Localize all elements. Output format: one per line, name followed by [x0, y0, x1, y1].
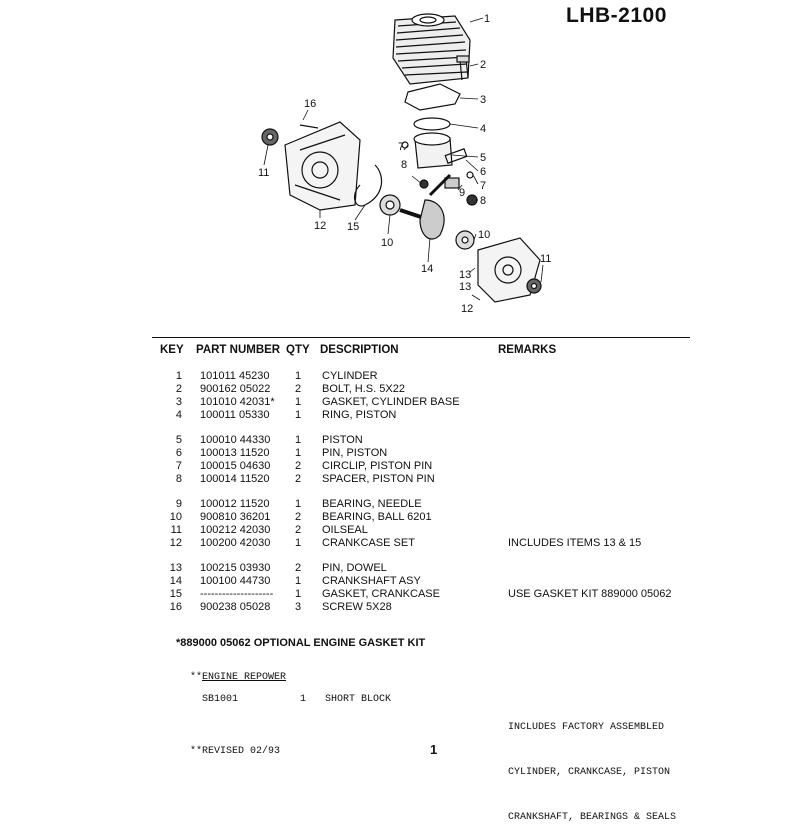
table-row	[0, 537, 800, 550]
callout-14: 14	[421, 263, 434, 275]
row-key: 4	[175, 409, 182, 421]
oilseal-left-drawing	[262, 129, 278, 145]
table-row	[0, 370, 800, 383]
row-description: PISTON	[322, 434, 363, 446]
row-description: CRANKCASE SET	[322, 537, 415, 549]
row-description: BEARING, BALL 6201	[322, 511, 432, 523]
table-row	[0, 562, 800, 575]
table-row	[0, 396, 800, 409]
row-part-number: 100212 42030	[200, 524, 271, 536]
row-qty: 1	[294, 588, 302, 600]
row-qty: 1	[294, 575, 302, 587]
row-key: 1	[175, 370, 182, 382]
table-row	[0, 575, 800, 588]
header-remarks: REMARKS	[498, 344, 557, 356]
row-part-number: 100012 11520	[200, 498, 270, 510]
header-part-number: PART NUMBER	[196, 344, 281, 356]
model-number: LHB-2100	[566, 4, 667, 27]
row-description: OILSEAL	[322, 524, 368, 536]
table-row	[0, 447, 800, 460]
row-qty: 1	[294, 447, 302, 459]
row-description: CYLINDER	[322, 370, 378, 382]
row-remarks: USE GASKET KIT 889000 05062	[508, 588, 672, 600]
row-part-number: 900810 36201	[200, 511, 271, 523]
table-row	[0, 434, 800, 447]
row-part-number: --------------------	[200, 588, 274, 600]
row-qty: 1	[294, 396, 302, 408]
repower-remarks	[508, 690, 676, 840]
table-row	[0, 601, 800, 614]
row-description: SCREW 5X28	[322, 601, 392, 613]
callout-3: 3	[480, 94, 487, 106]
row-key: 15	[169, 588, 182, 600]
repower-part-number: SB1001	[202, 694, 239, 705]
callout-10: 10	[381, 237, 394, 249]
piston-ring-drawing	[414, 118, 450, 130]
row-key: 7	[175, 460, 182, 472]
callout-4: 4	[480, 123, 487, 135]
row-description: BOLT, H.S. 5X22	[322, 383, 405, 395]
revision-note: **REVISED 02/93	[190, 746, 281, 757]
cylinder-drawing	[393, 14, 470, 84]
row-key: 14	[169, 575, 182, 587]
row-qty: 1	[294, 370, 302, 382]
repower-remarks-line: CRANKSHAFT, BEARINGS & SEALS	[508, 812, 677, 823]
table-row	[0, 511, 800, 524]
screw-drawing	[300, 125, 318, 128]
repower-description: SHORT BLOCK	[325, 694, 392, 705]
row-part-number: 100010 44330	[200, 434, 271, 446]
callout-10b: 10	[478, 229, 491, 241]
callout-7b: 7	[480, 180, 487, 192]
callout-8: 8	[401, 159, 408, 171]
row-part-number: 100015 04630	[200, 460, 271, 472]
row-key: 10	[169, 511, 182, 523]
table-row	[0, 588, 800, 601]
callout-5: 5	[480, 152, 487, 164]
row-part-number: 100200 42030	[200, 537, 271, 549]
table-row	[0, 383, 800, 396]
crankcase-left-drawing	[285, 122, 360, 210]
callout-16: 16	[304, 98, 317, 110]
table-row	[0, 498, 800, 511]
row-description: GASKET, CRANKCASE	[322, 588, 440, 600]
row-qty: 2	[294, 562, 302, 574]
row-description: BEARING, NEEDLE	[322, 498, 422, 510]
row-part-number: 100100 44730	[200, 575, 271, 587]
row-qty: 2	[294, 460, 302, 472]
bearing-left-drawing	[380, 195, 400, 215]
row-description: GASKET, CYLINDER BASE	[322, 396, 460, 408]
row-description: PIN, DOWEL	[322, 562, 387, 574]
row-description: CIRCLIP, PISTON PIN	[322, 460, 433, 472]
row-key: 11	[170, 524, 182, 536]
row-part-number: 100014 11520	[200, 473, 270, 485]
row-key: 13	[169, 562, 182, 574]
repower-qty: 1	[300, 694, 307, 705]
crankcase-gasket-drawing	[355, 165, 382, 206]
callout-8b: 8	[480, 195, 487, 207]
row-part-number: 100013 11520	[200, 447, 270, 459]
callout-13b: 13	[459, 281, 472, 293]
piston-drawing	[414, 133, 452, 168]
row-part-number: 100215 03930	[200, 562, 271, 574]
row-qty: 2	[294, 511, 302, 523]
row-qty: 2	[294, 383, 302, 395]
row-key: 8	[175, 473, 182, 485]
repower-remarks-line: CYLINDER, CRANKCASE, PISTON	[508, 767, 671, 778]
cylinder-base-gasket-drawing	[405, 84, 460, 110]
row-key: 2	[175, 383, 182, 395]
table-top-rule	[152, 337, 690, 338]
callout-2: 2	[480, 59, 487, 71]
row-part-number: 900238 05028	[200, 601, 271, 613]
row-key: 12	[169, 537, 182, 549]
header-qty: QTY	[286, 344, 310, 356]
row-key: 9	[175, 498, 182, 510]
row-qty: 1	[294, 434, 302, 446]
table-row	[0, 460, 800, 473]
callout-12b: 12	[461, 303, 474, 315]
callout-11b: 11	[540, 253, 552, 265]
callout-15: 15	[347, 221, 360, 233]
callout-13: 13	[459, 269, 472, 281]
exploded-parts-diagram	[240, 0, 580, 330]
gasket-kit-footnote: *889000 05062 OPTIONAL ENGINE GASKET KIT	[176, 637, 426, 649]
row-part-number: 100011 05330	[200, 409, 270, 421]
row-key: 16	[169, 601, 182, 613]
oilseal-right-drawing	[527, 279, 541, 293]
table-row	[0, 473, 800, 486]
callout-6: 6	[480, 166, 487, 178]
row-qty: 1	[294, 409, 302, 421]
row-description: SPACER, PISTON PIN	[322, 473, 435, 485]
table-row	[0, 409, 800, 422]
callout-7: 7	[398, 141, 405, 153]
callout-9: 9	[459, 187, 466, 199]
row-key: 3	[175, 396, 182, 408]
row-description: RING, PISTON	[322, 409, 397, 421]
row-part-number: 900162 05022	[200, 383, 271, 395]
row-key: 6	[175, 447, 182, 459]
repower-remarks-line: INCLUDES FACTORY ASSEMBLED	[508, 722, 665, 733]
header-key: KEY	[160, 344, 184, 356]
row-qty: 1	[294, 498, 302, 510]
page-number: 1	[430, 742, 438, 757]
row-description: CRANKSHAFT ASY	[322, 575, 421, 587]
row-description: PIN, PISTON	[322, 447, 388, 459]
row-key: 5	[175, 434, 182, 446]
row-qty: 1	[294, 537, 302, 549]
header-description: DESCRIPTION	[320, 344, 399, 356]
row-qty: 3	[294, 601, 302, 613]
repower-heading: ENGINE REPOWER	[202, 672, 287, 683]
repower-prefix: **	[190, 672, 203, 683]
table-row	[0, 524, 800, 537]
bearing-right-drawing	[456, 231, 474, 249]
row-qty: 2	[294, 524, 302, 536]
row-qty: 2	[294, 473, 302, 485]
callout-12: 12	[314, 220, 327, 232]
callout-1: 1	[484, 13, 491, 25]
row-part-number: 101010 42031*	[200, 396, 275, 408]
engine-repower-title	[190, 672, 286, 683]
callout-11: 11	[258, 167, 270, 179]
row-remarks: INCLUDES ITEMS 13 & 15	[508, 537, 642, 549]
row-part-number: 101011 45230	[200, 370, 270, 382]
